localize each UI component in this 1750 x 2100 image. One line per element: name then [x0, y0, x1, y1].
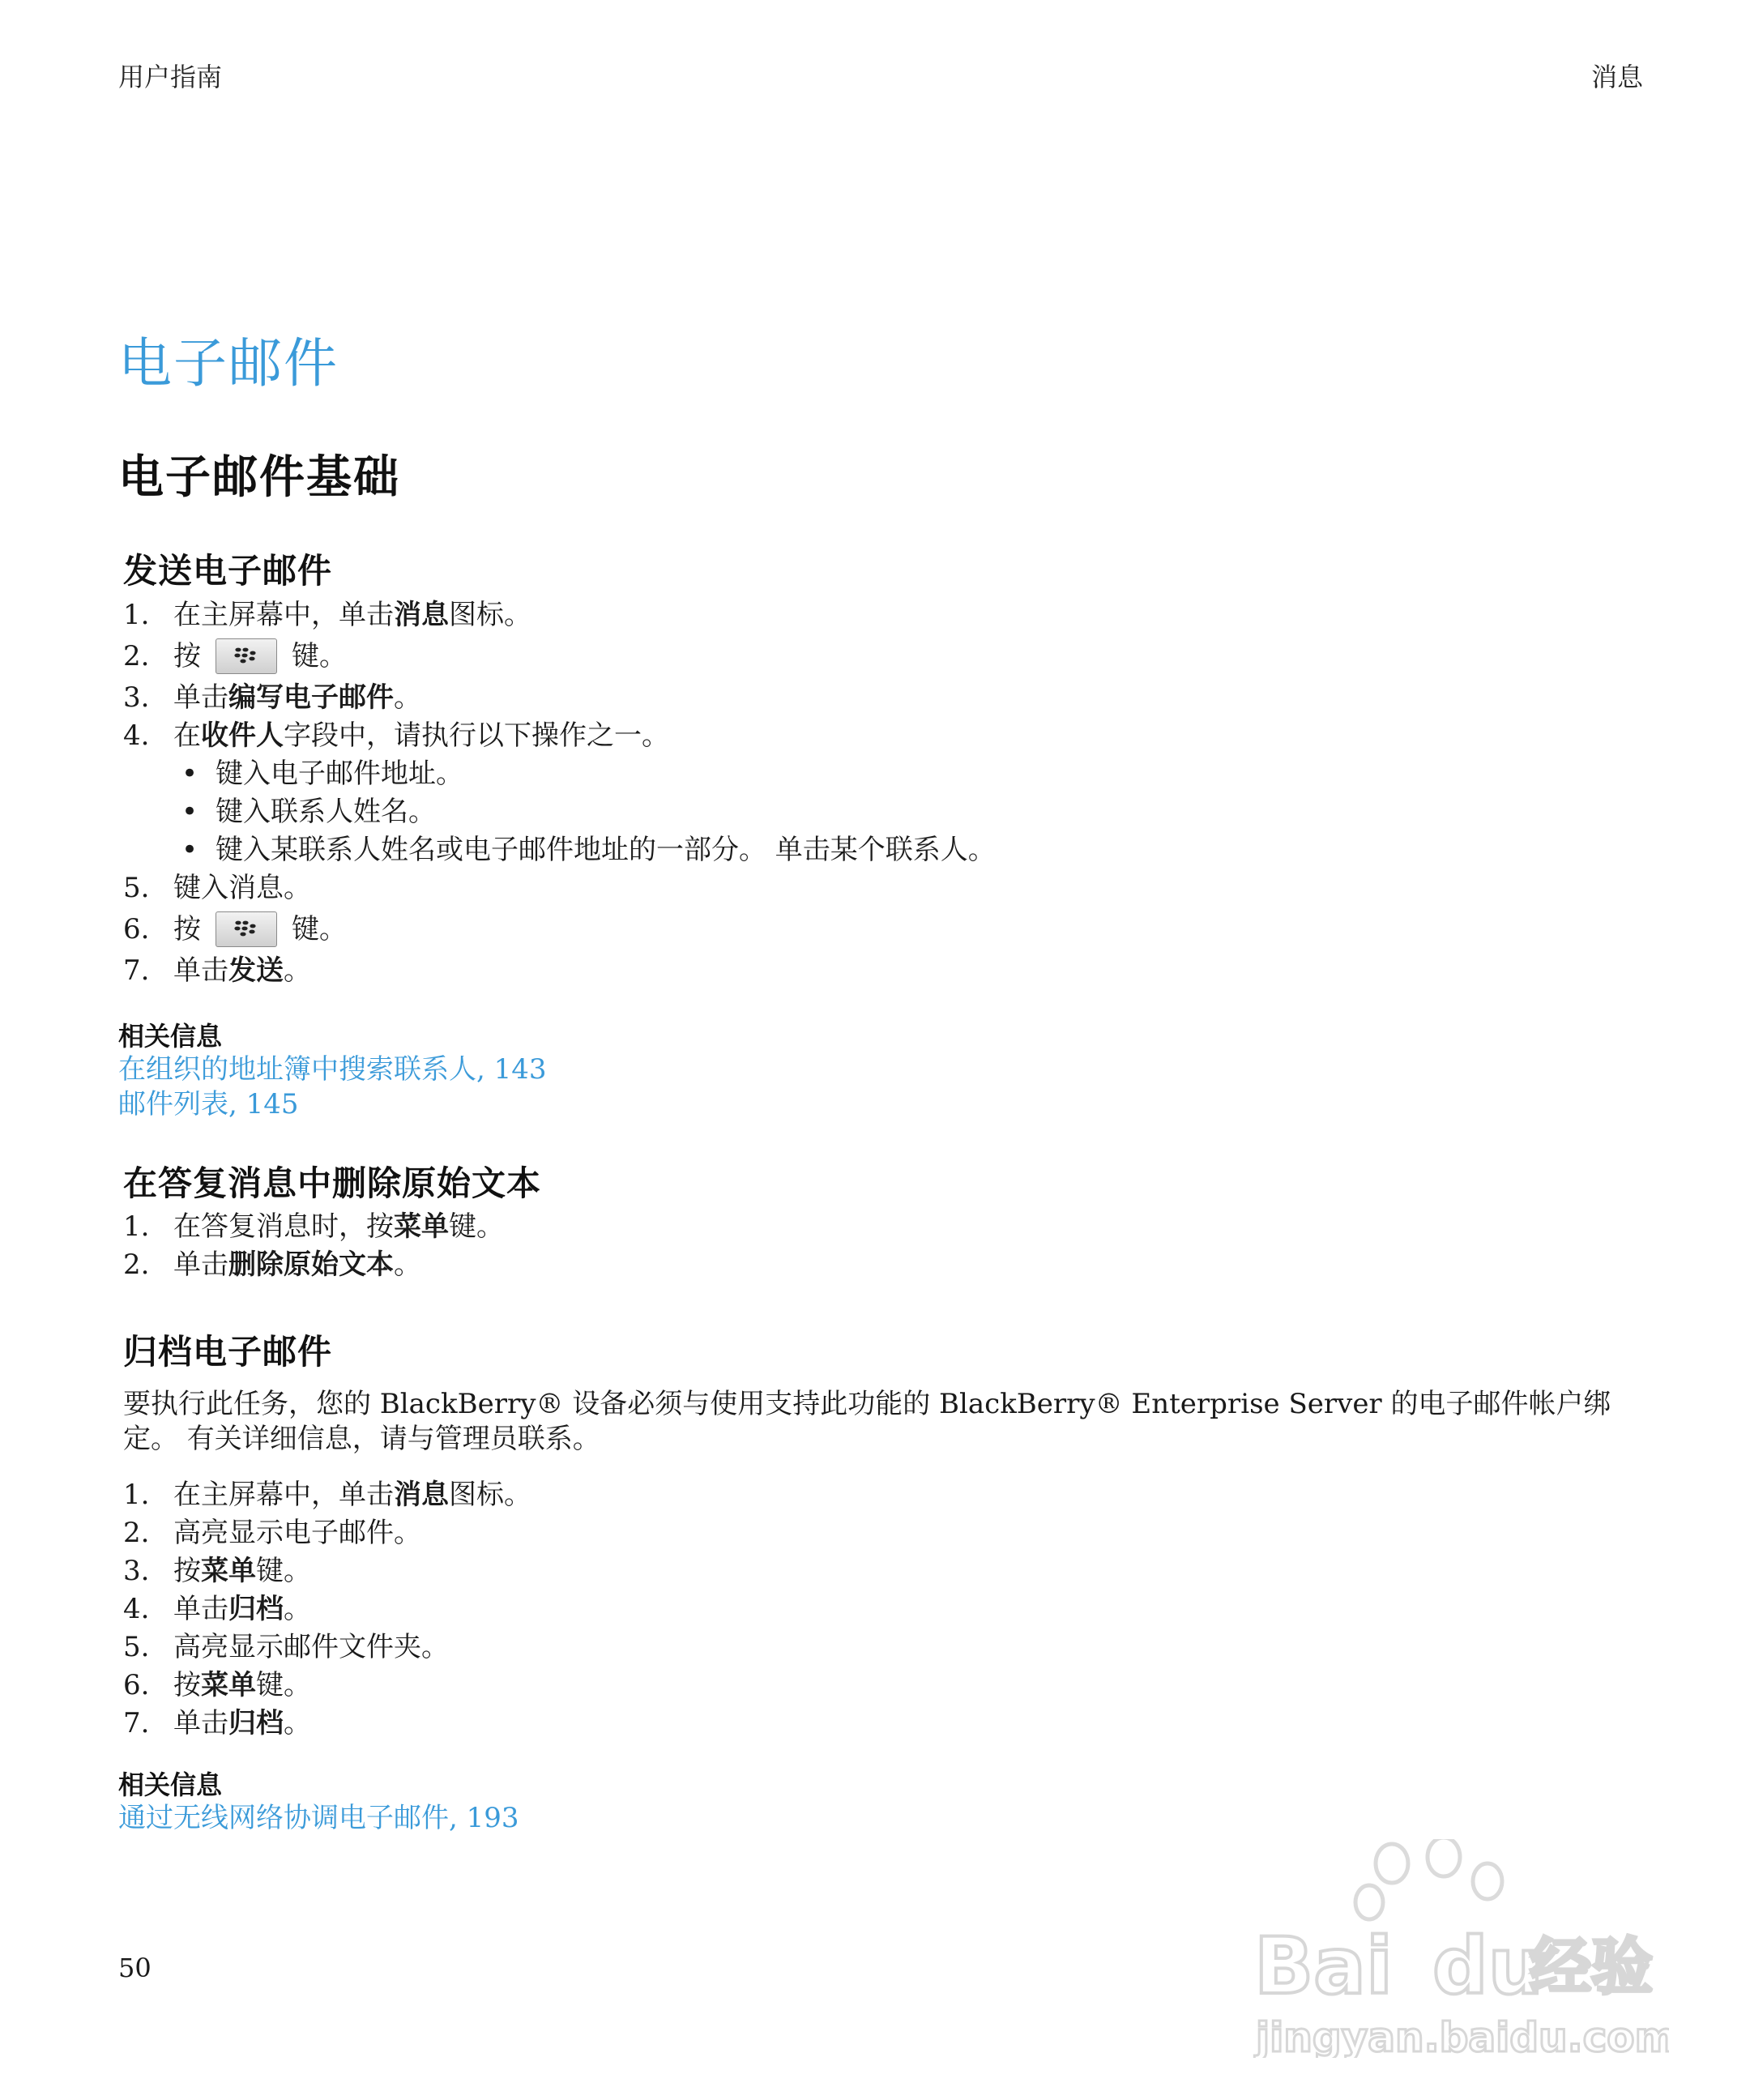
list-item — [123, 679, 1646, 717]
list-item — [123, 831, 1646, 869]
step-number: 6. — [123, 913, 150, 945]
substep-text: 键入联系人姓名。 — [216, 796, 436, 828]
step-bold-text: 归档 — [228, 1707, 284, 1739]
related-info-heading: 相关信息 — [118, 1769, 223, 1800]
step-number: 7. — [123, 1707, 150, 1739]
chapter-title: 电子邮件 — [118, 332, 339, 395]
step-text: 。 — [394, 681, 421, 714]
step-bold-text: 发送 — [228, 954, 284, 987]
list-item — [123, 952, 1646, 990]
step-bold-text: 消息 — [394, 1479, 449, 1511]
step-bold-text: 菜单 — [201, 1555, 256, 1587]
step-number: 3. — [123, 681, 150, 714]
step-number: 2. — [123, 1517, 150, 1549]
step-text: 单击 — [173, 681, 228, 714]
step-text: 在 — [173, 719, 201, 752]
list-item — [123, 717, 1646, 755]
archive-requirement-note: 要执行此任务，您的 BlackBerry® 设备必须与使用支持此功能的 BlackBerry® Enterprise Server 的电子邮件帐户绑定。 有关详细信息，请与管理员联系。 — [123, 1388, 1611, 1455]
step-text: 高亮显示邮件文件夹。 — [173, 1631, 449, 1663]
step-text: 按 — [173, 1669, 201, 1701]
list-item — [123, 1246, 1646, 1284]
list-item — [123, 1552, 1646, 1590]
step-number: 4. — [123, 1593, 150, 1625]
step-bold-text: 收件人 — [201, 719, 284, 752]
step-bold-text: 消息 — [394, 599, 449, 631]
baidu-jingyan-watermark — [1248, 1839, 1669, 2058]
list-item — [123, 1667, 1646, 1705]
step-text: 单击 — [173, 1707, 228, 1739]
topic-title-send-email: 发送电子邮件 — [123, 551, 333, 591]
blackberry-menu-key-icon — [216, 911, 277, 947]
list-item — [123, 869, 1646, 907]
step-text: 键入消息。 — [173, 872, 311, 904]
step-text: 。 — [284, 1707, 311, 1739]
step-text: 。 — [284, 954, 311, 987]
list-item — [123, 634, 1646, 679]
related-info-heading: 相关信息 — [118, 1021, 223, 1052]
step-text: 单击 — [173, 1593, 228, 1625]
watermark-brand-du-text: du — [1432, 1921, 1544, 2012]
step-number: 2. — [123, 640, 150, 672]
header-section-name: 消息 — [1590, 62, 1643, 92]
step-number: 5. — [123, 872, 150, 904]
list-item — [123, 755, 1646, 793]
step-text: 在主屏幕中，单击 — [173, 1479, 394, 1511]
step-text: 单击 — [173, 1248, 228, 1281]
page-number: 50 — [118, 1953, 152, 1983]
bullet: • — [181, 834, 198, 866]
step-bold-text: 删除原始文本 — [228, 1248, 394, 1281]
watermark-graphic — [1248, 1839, 1669, 2058]
step-number: 4. — [123, 719, 150, 752]
step-text: 图标。 — [449, 599, 531, 631]
step-bold-text: 菜单 — [394, 1210, 449, 1243]
list-item — [123, 1705, 1646, 1743]
substep-list — [173, 755, 1646, 869]
substep-text: 键入某联系人姓名或电子邮件地址的一部分。 单击某个联系人。 — [216, 834, 996, 866]
watermark-product-text: 经验 — [1530, 1931, 1653, 2003]
bullet: • — [181, 796, 198, 828]
step-number: 6. — [123, 1669, 150, 1701]
watermark-brand-text: Bai — [1254, 1921, 1393, 2012]
list-item — [123, 1476, 1646, 1514]
list-item — [123, 1628, 1646, 1667]
list-item — [123, 1590, 1646, 1628]
related-link-mailing-list[interactable]: 邮件列表, 145 — [118, 1088, 299, 1120]
step-text: 字段中，请执行以下操作之一。 — [284, 719, 669, 752]
step-number: 5. — [123, 1631, 150, 1663]
topic-title-delete-original-text: 在答复消息中删除原始文本 — [123, 1163, 542, 1203]
step-number: 1. — [123, 1479, 150, 1511]
step-text: 键。 — [292, 640, 347, 672]
bullet: • — [181, 758, 198, 790]
step-text: 按 — [173, 1555, 201, 1587]
step-text: 按 — [173, 913, 201, 945]
delete-original-text-steps — [123, 1208, 1646, 1284]
step-text: 键。 — [292, 913, 347, 945]
step-text: 键。 — [256, 1669, 311, 1701]
step-text: 在答复消息时，按 — [173, 1210, 394, 1243]
step-bold-text: 菜单 — [201, 1669, 256, 1701]
list-item — [123, 1208, 1646, 1246]
step-number: 7. — [123, 954, 150, 987]
topic-title-archive-email: 归档电子邮件 — [123, 1332, 333, 1372]
list-item — [123, 793, 1646, 831]
step-text: 。 — [284, 1593, 311, 1625]
step-text: 键。 — [256, 1555, 311, 1587]
paw-print-icon — [1355, 1839, 1502, 1919]
step-bold-text: 归档 — [228, 1593, 284, 1625]
step-text: 高亮显示电子邮件。 — [173, 1517, 421, 1549]
list-item — [123, 596, 1646, 634]
step-text: 键。 — [449, 1210, 504, 1243]
step-number: 1. — [123, 1210, 150, 1243]
step-text: 按 — [173, 640, 201, 672]
substep-text: 键入电子邮件地址。 — [216, 758, 463, 790]
header-guide-title: 用户指南 — [118, 62, 223, 92]
related-link-search-contacts[interactable]: 在组织的地址簿中搜索联系人, 143 — [118, 1053, 547, 1086]
blackberry-menu-key-icon — [216, 638, 277, 674]
substep-container — [123, 755, 1646, 869]
step-text: 图标。 — [449, 1479, 531, 1511]
step-text: 。 — [394, 1248, 421, 1281]
step-number: 2. — [123, 1248, 150, 1281]
step-text: 在主屏幕中，单击 — [173, 599, 394, 631]
send-email-steps — [123, 596, 1646, 990]
step-text: 单击 — [173, 954, 228, 987]
section-title: 电子邮件基础 — [118, 451, 400, 504]
step-bold-text: 编写电子邮件 — [228, 681, 394, 714]
step-number: 1. — [123, 599, 150, 631]
archive-email-steps — [123, 1476, 1646, 1743]
step-number: 3. — [123, 1555, 150, 1587]
list-item — [123, 1514, 1646, 1552]
related-link-wireless-reconcile[interactable]: 通过无线网络协调电子邮件, 193 — [118, 1802, 519, 1834]
list-item — [123, 907, 1646, 952]
watermark-url-text: jingyan.baidu.com — [1256, 2014, 1669, 2058]
